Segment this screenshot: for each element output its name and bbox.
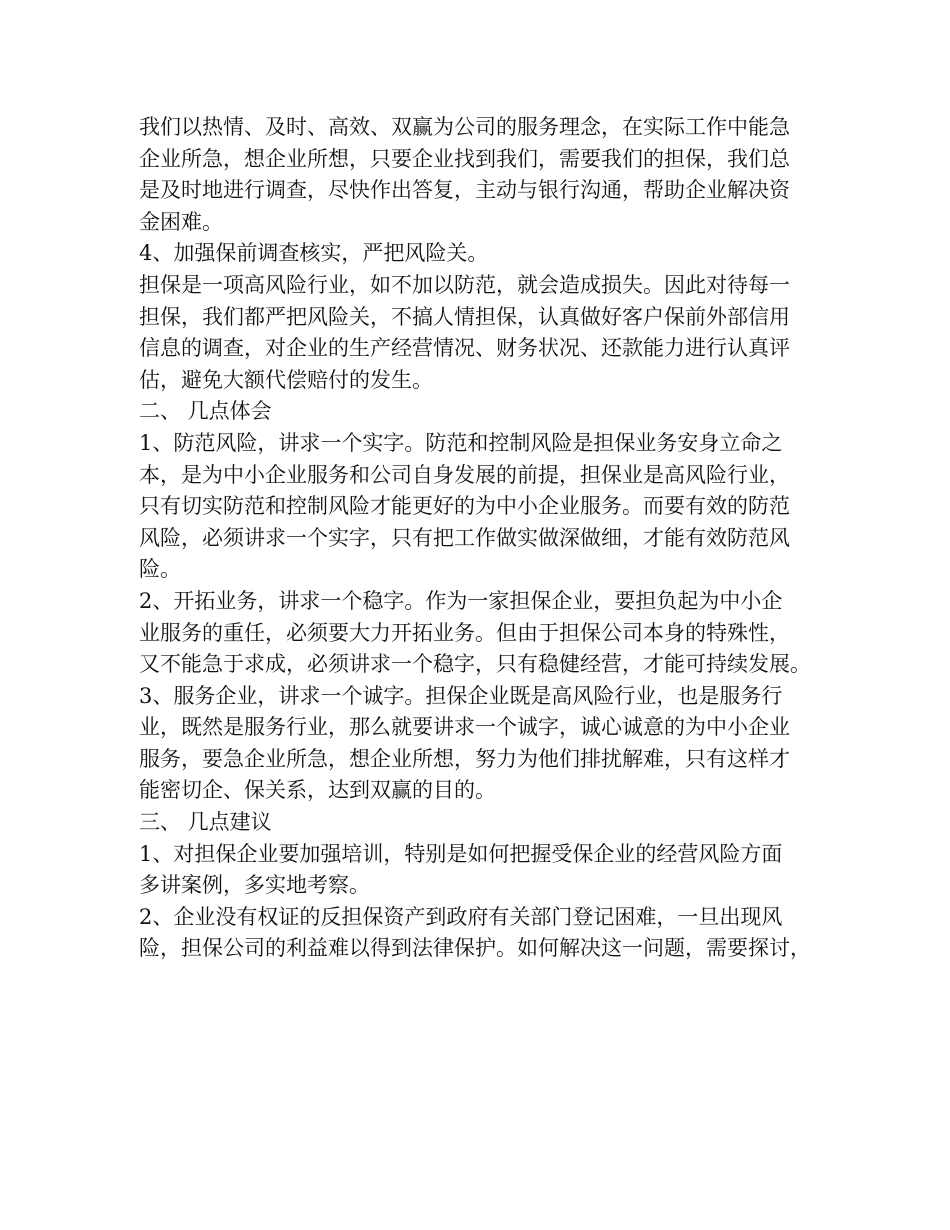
text-line: 1、对担保企业要加强培训，特别是如何把握受保企业的经营风险方面 [139,841,783,866]
text-line: 担保，我们都严把风险关，不搞人情担保，认真做好客户保前外部信用 [139,304,790,329]
text-line: 担保是一项高风险行业，如不加以防范，就会造成损失。因此对待每一 [139,272,790,297]
text-line: 1、防范风险，讲求一个实字。防范和控制风险是担保业务安身立命之 [139,430,783,455]
text-line: 多讲案例，多实地考察。 [139,873,370,898]
text-line: 服务，要急企业所急，想企业所想，努力为他们排扰解难，只有这样才 [139,746,790,771]
text-line: 业，既然是服务行业，那么就要讲求一个诚字，诚心诚意的为中小企业 [139,715,790,740]
text-line: 3、服务企业，讲求一个诚字。担保企业既是高风险行业，也是服务行 [139,683,783,708]
text-line: 能密切企、保关系，达到双赢的目的。 [139,778,496,803]
section-item-heading: 4、加强保前调查核实，严把风险关。 [139,241,489,266]
text-line: 是及时地进行调查，尽快作出答复，主动与银行沟通，帮助企业解决资 [139,178,790,203]
text-line: 我们以热情、及时、高效、双赢为公司的服务理念，在实际工作中能急 [139,115,790,139]
text-line: 本，是为中小企业服务和公司自身发展的前提，担保业是高风险行业， [139,462,790,487]
text-line: 金困难。 [139,209,223,234]
text-line: 险，担保公司的利益难以得到法律保护。如何解决这一问题，需要探讨， [139,936,811,961]
text-line: 只有切实防范和控制风险才能更好的为中小企业服务。而要有效的防范 [139,494,790,519]
text-line: 企业所急，想企业所想，只要企业找到我们，需要我们的担保，我们总 [139,146,790,171]
text-line: 信息的调查，对企业的生产经营情况、财务状况、还款能力进行认真评 [139,336,790,361]
text-line: 又不能急于求成，必须讲求一个稳字，只有稳健经营，才能可持续发展。 [139,652,811,677]
text-line: 2、开拓业务，讲求一个稳字。作为一家担保企业，要担负起为中小企 [139,588,783,613]
text-line: 险。 [139,557,181,582]
document-body [139,112,839,965]
section-heading-experience: 二、 几点体会 [139,399,272,424]
text-line: 2、企业没有权证的反担保资产到政府有关部门登记困难，一旦出现风 [139,904,783,929]
text-line: 业服务的重任，必须要大力开拓业务。但由于担保公司本身的特殊性， [139,620,790,645]
text-line: 风险，必须讲求一个实字，只有把工作做实做深做细，才能有效防范风 [139,525,790,550]
text-line: 估，避免大额代偿赔付的发生。 [139,367,433,392]
section-heading-suggestions: 三、 几点建议 [139,810,272,835]
